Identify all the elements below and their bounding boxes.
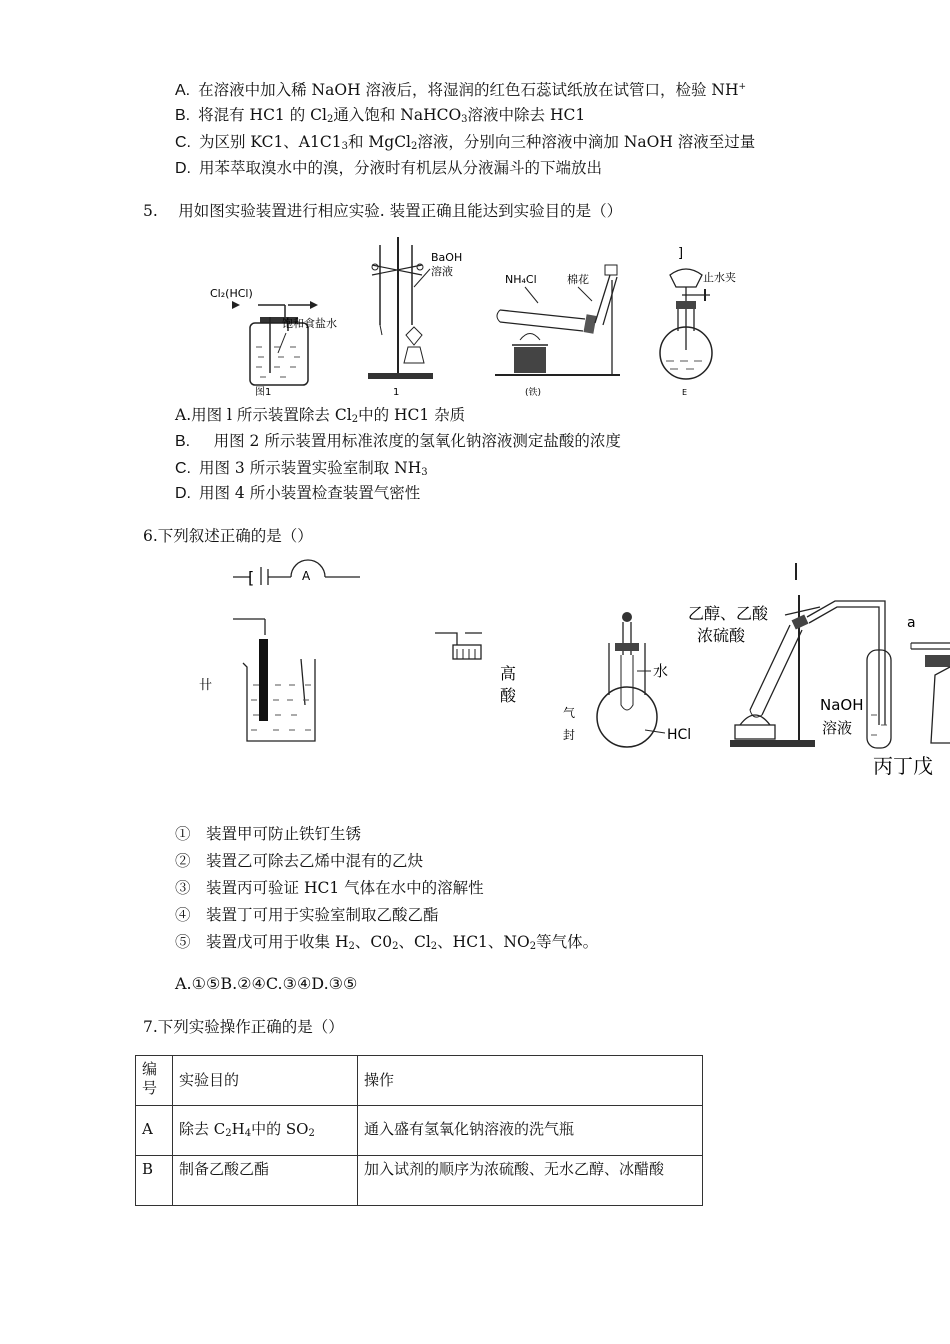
label-a: a bbox=[907, 615, 916, 631]
option-letter: C. bbox=[175, 460, 191, 477]
q5-figures bbox=[200, 235, 740, 404]
subscript: 2 bbox=[308, 1128, 315, 1139]
naoh-label-1: NaOH bbox=[820, 696, 864, 714]
header-goal: 实验目的 bbox=[173, 1056, 358, 1106]
side-mark: 卄 bbox=[199, 678, 213, 693]
fig4-airtightness bbox=[660, 246, 736, 397]
fig3-ammonia-prep bbox=[495, 265, 620, 398]
device-jia bbox=[199, 560, 360, 741]
row-number: A bbox=[136, 1106, 173, 1156]
q6-stem: 6.下列叙述正确的是（） bbox=[143, 527, 313, 545]
bottom-label: 丙丁戊 bbox=[873, 754, 933, 778]
q6-answer-options: A.①⑤B.②④C.③④D.③⑤ bbox=[175, 974, 358, 993]
subscript: 2 bbox=[411, 141, 418, 152]
goal-text: 除去 C bbox=[179, 1120, 226, 1138]
subscript: 3 bbox=[421, 467, 428, 478]
fig3-cotton-label: 棉花 bbox=[567, 273, 589, 286]
subscript: 2 bbox=[225, 1128, 232, 1139]
ester-reagents-2: 浓硫酸 bbox=[697, 626, 746, 645]
item-number: ② bbox=[175, 852, 191, 870]
device-bing bbox=[563, 612, 691, 747]
fig3-caption: (铁) bbox=[525, 388, 542, 398]
q7-stem: 7.下列实验操作正确的是（） bbox=[143, 1018, 344, 1036]
fig2-reagent-line2: 溶液 bbox=[431, 265, 453, 278]
option-text: A.用图 l 所示装置除去 Cl bbox=[175, 406, 352, 424]
option-letter: A. bbox=[175, 82, 191, 99]
item-text: 装置乙可除去乙烯中混有的乙炔 bbox=[206, 852, 424, 870]
item-text: 装置甲可防止铁钉生锈 bbox=[206, 825, 362, 843]
item-text: 等气体。 bbox=[536, 933, 599, 951]
row-operation bbox=[358, 1156, 703, 1206]
item-number: ③ bbox=[175, 879, 191, 897]
q6-item-5 bbox=[175, 932, 598, 957]
experiment-table bbox=[135, 1055, 703, 1206]
side-gas-label-2: 封 bbox=[563, 728, 576, 742]
option-text: 溶液中除去 HC1 bbox=[467, 106, 586, 124]
naoh-label-2: 溶液 bbox=[822, 719, 853, 737]
q6-item-4 bbox=[175, 905, 439, 925]
option-text: 用图 2 所示装置用标准浓度的氢氧化钠溶液测定盐酸的浓度 bbox=[198, 432, 621, 450]
subscript: 2 bbox=[326, 114, 334, 125]
item-text: 、C0 bbox=[354, 933, 393, 951]
device-ding bbox=[688, 563, 891, 748]
fig2-caption: 1 bbox=[393, 387, 400, 398]
q5-option-d bbox=[175, 483, 420, 504]
row-number: B bbox=[136, 1156, 173, 1206]
option-text: 用图 3 所示装置实验室制取 NH bbox=[199, 459, 422, 477]
item-text: 、HC1、NO bbox=[437, 933, 530, 951]
option-text: 通入饱和 NaHCO bbox=[333, 106, 462, 124]
item-number: ⑤ bbox=[175, 933, 191, 951]
header-number: 编号 bbox=[136, 1056, 173, 1106]
subscript: 3 bbox=[461, 114, 468, 125]
subscript: 2 bbox=[529, 941, 537, 952]
fig2-titration bbox=[368, 237, 462, 398]
goal-text: 中的 SO bbox=[251, 1120, 309, 1138]
option-text: 用苯萃取溴水中的溴，分液时有机层从分液漏斗的下端放出 bbox=[199, 159, 603, 177]
subscript: 4 bbox=[244, 1128, 252, 1139]
water-label: 水 bbox=[653, 662, 669, 680]
kmno4-label-1: 高 bbox=[500, 664, 517, 683]
q6-item-1 bbox=[175, 824, 361, 844]
q4-option-d bbox=[175, 158, 602, 179]
goal-text: H bbox=[231, 1120, 245, 1138]
q5-option-b bbox=[175, 431, 621, 452]
fig4-bracket: ] bbox=[678, 246, 684, 261]
q5-option-a bbox=[175, 405, 465, 430]
option-letter: B. bbox=[175, 107, 191, 124]
ammeter-label: A bbox=[302, 569, 311, 583]
fig4-caption: E bbox=[682, 388, 688, 397]
item-text: 、Cl bbox=[398, 933, 431, 951]
superscript: + bbox=[738, 82, 747, 92]
option-letter: B. bbox=[175, 433, 191, 450]
q6-apparatus-diagram bbox=[195, 555, 950, 785]
kmno4-label-2: 酸 bbox=[500, 686, 517, 705]
option-letter: D. bbox=[175, 485, 191, 502]
subscript: 2 bbox=[351, 414, 359, 425]
subscript: 2 bbox=[348, 941, 355, 952]
q6-item-3 bbox=[175, 878, 484, 898]
subscript: 2 bbox=[430, 941, 438, 952]
option-text: 中的 HC1 杂质 bbox=[358, 406, 466, 424]
header-operation: 操作 bbox=[358, 1056, 703, 1106]
q4-option-a bbox=[175, 77, 746, 101]
battery-bracket: [ bbox=[248, 568, 255, 587]
option-text: 在溶液中加入稀 NaOH 溶液后，将湿润的红色石蕊试纸放在试管口，检验 NH bbox=[198, 81, 739, 99]
item-text: 装置丁可用于实验室制取乙酸乙酯 bbox=[206, 906, 439, 924]
fig1-gas-label: Cl₂(HCl) bbox=[210, 287, 253, 300]
table-row bbox=[136, 1106, 703, 1156]
fig1-wash-bottle bbox=[210, 287, 337, 398]
option-text: 和 MgCl bbox=[347, 133, 412, 151]
option-text: 用图 4 所小装置检查装置气密性 bbox=[199, 484, 421, 502]
table-row bbox=[136, 1156, 703, 1206]
ester-reagents-1: 乙醇、乙酸 bbox=[688, 604, 769, 623]
option-text: 将混有 HC1 的 Cl bbox=[198, 106, 327, 124]
device-yi bbox=[435, 633, 517, 705]
table-header-row bbox=[136, 1056, 703, 1106]
q5-apparatus-diagram bbox=[200, 235, 740, 400]
row-operation: 通入盛有氢氧化钠溶液的洗气瓶 bbox=[358, 1106, 703, 1156]
fig2-reagent-line1: BaOH bbox=[431, 251, 463, 264]
fig3-reagent-label: NH₄Cl bbox=[505, 273, 537, 286]
fig4-clamp-label: 止水夹 bbox=[703, 271, 736, 284]
hcl-label: HCl bbox=[667, 727, 692, 743]
operation-text: 加入试剂的顺序为浓硫酸、无水乙醇、冰醋酸 bbox=[364, 1160, 665, 1178]
subscript: 3 bbox=[341, 141, 348, 152]
q4-option-b bbox=[175, 105, 585, 130]
row-goal: 制备乙酸乙酯 bbox=[173, 1156, 358, 1206]
fig1-caption: 图1 bbox=[255, 387, 272, 398]
q5-stem: 5. 用如图实验装置进行相应实验. 装置正确且能达到实验目的是（） bbox=[143, 202, 623, 220]
option-letter: D. bbox=[175, 160, 191, 177]
subscript: 2 bbox=[392, 941, 399, 952]
side-gas-label-1: 气 bbox=[563, 706, 576, 720]
q5-option-c bbox=[175, 458, 428, 483]
item-text: 装置丙可验证 HC1 气体在水中的溶解性 bbox=[206, 879, 484, 897]
row-goal bbox=[173, 1106, 358, 1156]
item-number: ④ bbox=[175, 906, 191, 924]
option-letter: C. bbox=[175, 134, 191, 151]
q6-figures bbox=[195, 555, 950, 789]
fig1-liquid-label: 饱和食盐水 bbox=[282, 317, 337, 330]
option-text: 溶液，分别向三种溶液中滴加 NaOH 溶液至过量 bbox=[417, 133, 756, 151]
item-number: ① bbox=[175, 825, 191, 843]
item-text: 装置戊可用于收集 H bbox=[206, 933, 349, 951]
q4-option-c bbox=[175, 132, 755, 157]
option-text: 为区别 KC1、A1C1 bbox=[199, 133, 342, 151]
q6-item-2 bbox=[175, 851, 423, 871]
